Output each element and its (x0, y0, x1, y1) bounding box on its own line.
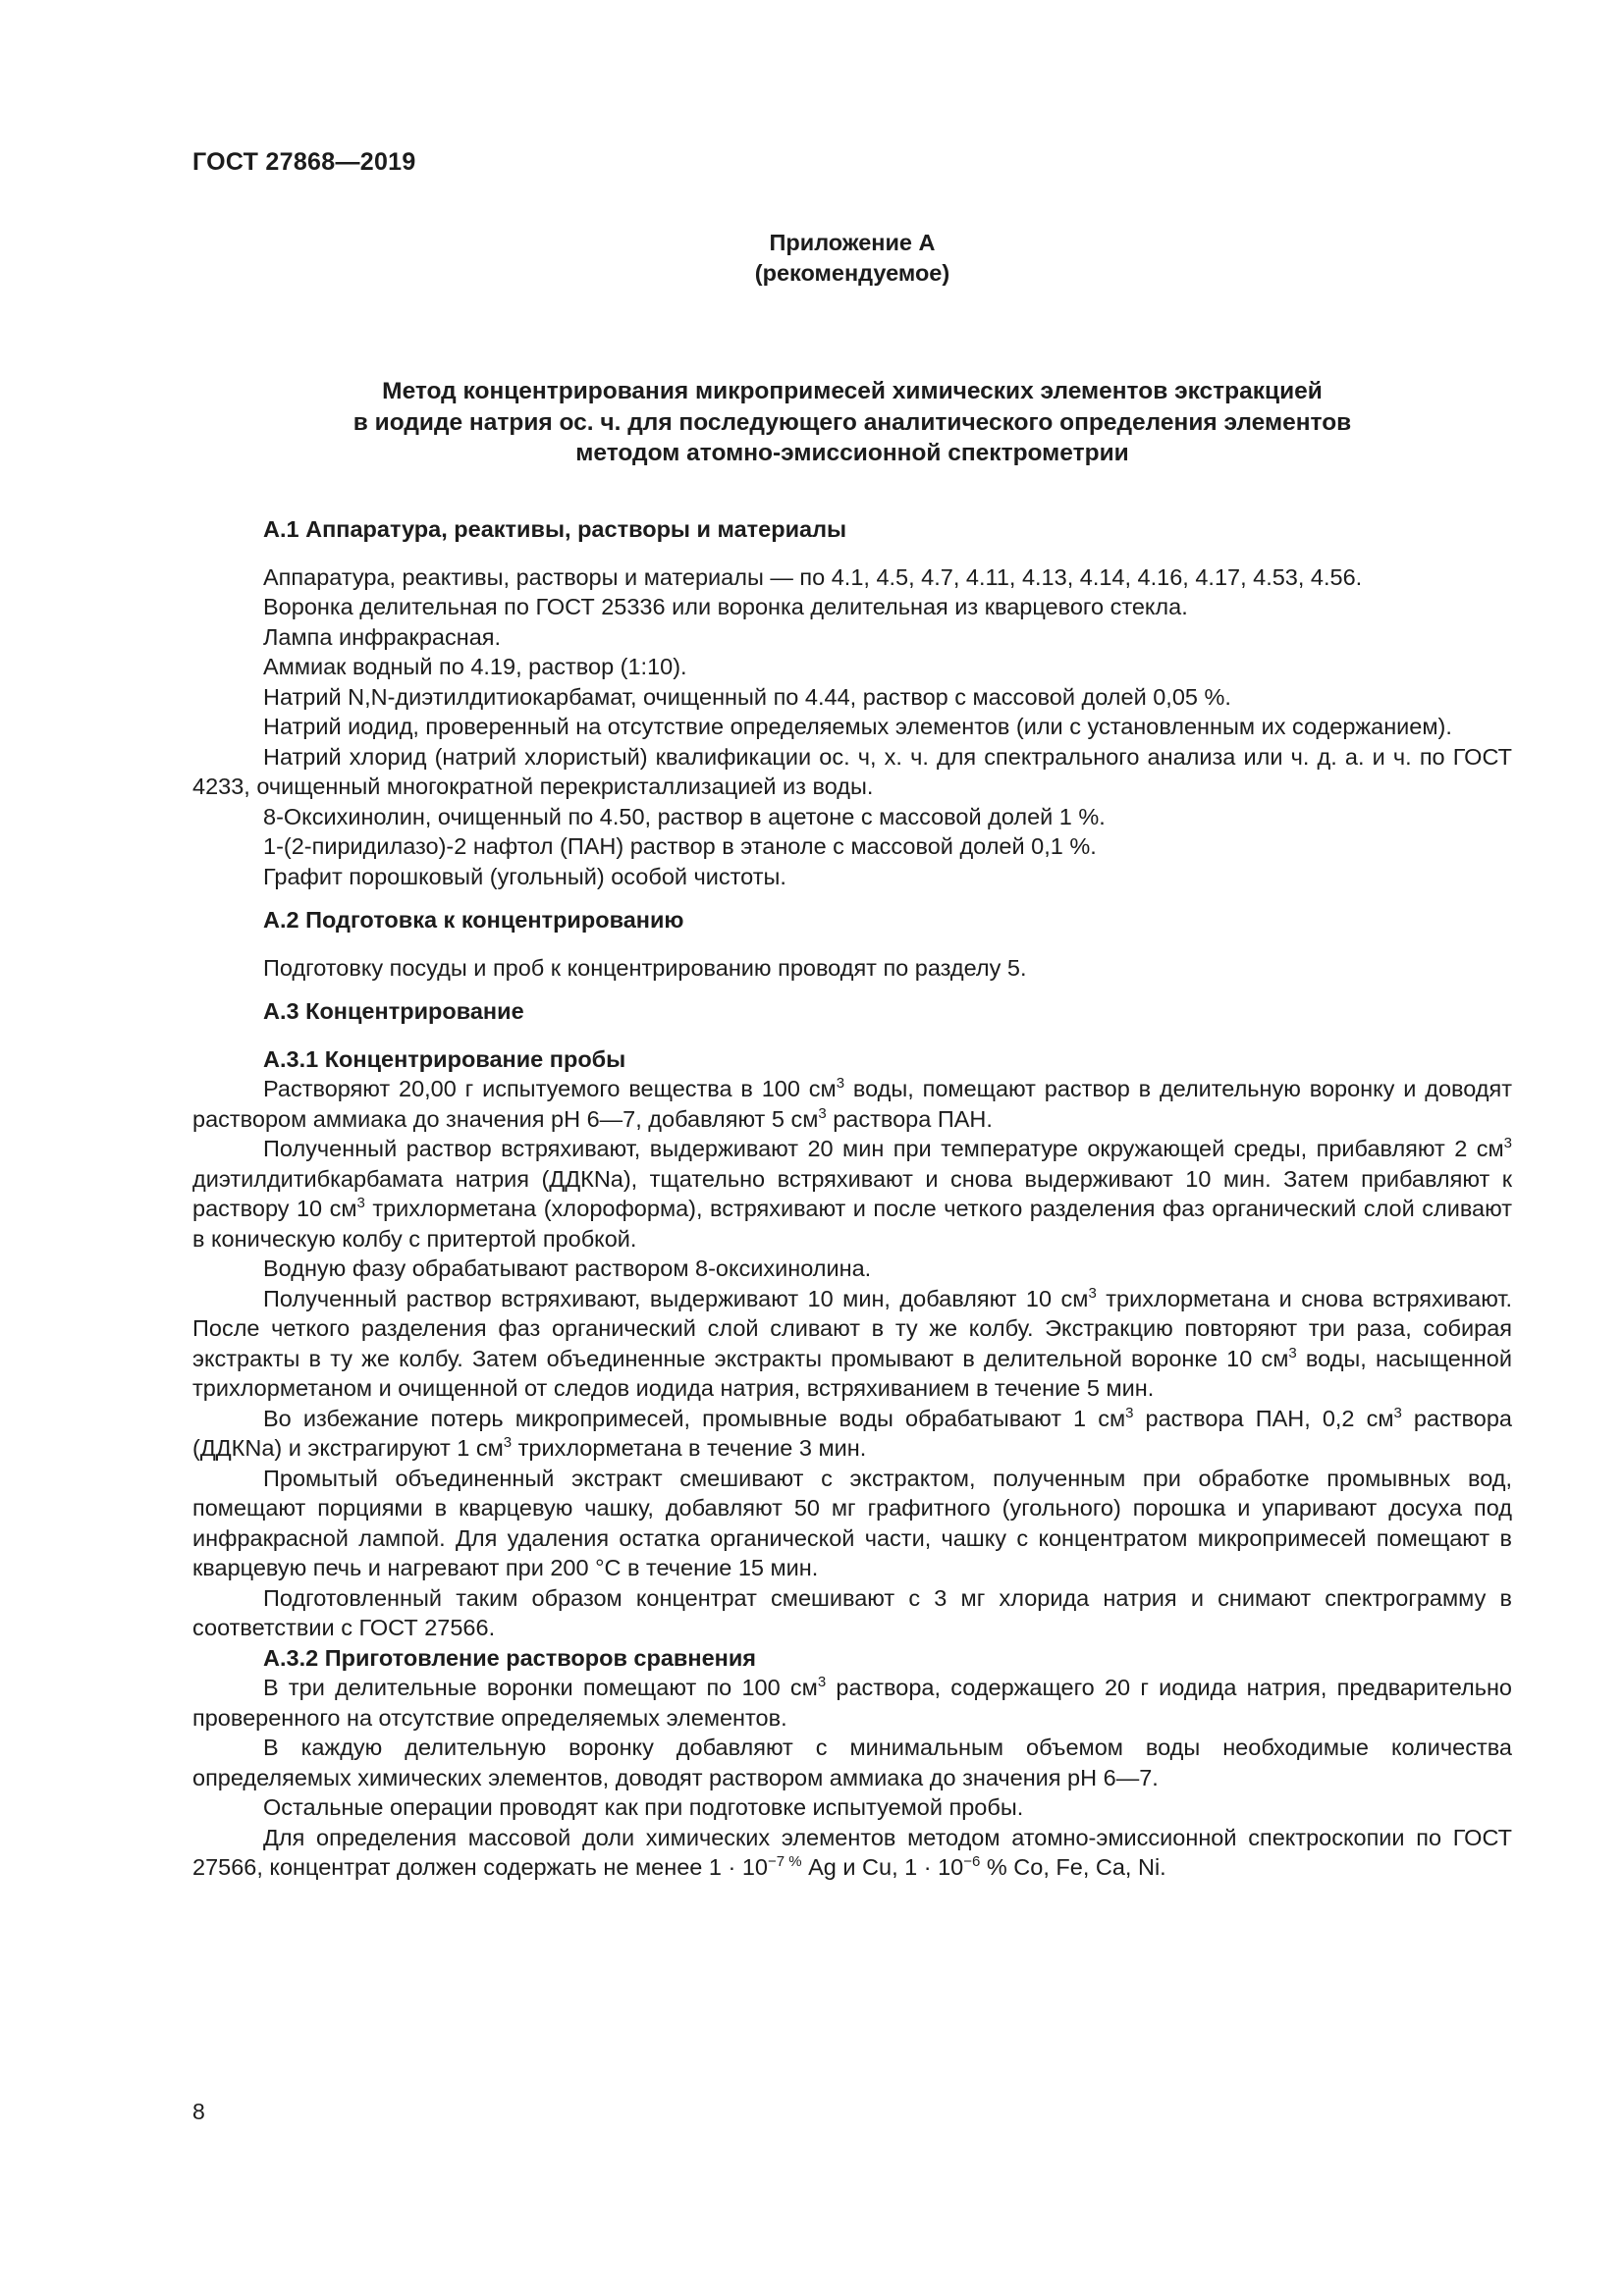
paragraph: Для определения массовой доли химических элементов методом атомно-эмиссионной спектроскопии по ГОСТ 27566, концентрат должен содержать не менее $1 \cdot 10^{-7 \%}$ Ag и Cu, $1 \cdot 10^{-6}$ % Co, Fe, Ca, Ni. (192, 1824, 1512, 1880)
paragraph: Остальные операции проводят как при подготовке испытуемой пробы. (263, 1794, 1024, 1820)
annex-label: Приложение А (769, 230, 936, 255)
text-line: Подготовку посуды и проб к концентрированию проводят по разделу 5. (263, 954, 1027, 981)
text-line: Аппаратура, реактивы, растворы и материалы — по 4.1, 4.5, 4.7, 4.11, 4.13, 4.14, 4.16, 4.17, 4.53, 4.56. (263, 563, 1363, 590)
paragraph: Растворяют 20,00 г испытуемого вещества в 100 $см^3$ воды, помещают раствор в делительную воронку и доводят раствором аммиака до значения рН 6—7, добавляют 5 $см^3$ раствора ПАН. (192, 1075, 1512, 1132)
paragraph: Во избежание потерь микропримесей, промывные воды обрабатывают 1 $см^3$ раствора ПАН, 0,2 $см^3$ раствора (ДДКNa) и экстрагируют 1 $см^3$ трихлорметана в течение 3 мин. (192, 1404, 1512, 1461)
paragraph: Водную фазу обрабатывают раствором 8-оксихинолина. (263, 1255, 872, 1281)
text-line: Аммиак водный по 4.19, раствор (1:10). (263, 654, 687, 679)
paragraph: В три делительные воронки помещают по 100 $см^3$ раствора, содержащего 20 г иодида натрия, предварительно проверенного на отсутствие определяемых элементов. (192, 1674, 1512, 1731)
annex-title-line: Метод концентрирования микропримесей химических элементов экстракцией (382, 378, 1323, 404)
paragraph: В каждую делительную воронку добавляют с минимальным объемом воды необходимые количества определяемых химических элементов, доводят раствором аммиака до значения рН 6—7. (192, 1735, 1512, 1790)
annex-heading (192, 228, 1512, 289)
text-line: Воронка делительная по ГОСТ 25336 или воронка делительная из кварцевого стекла. (263, 594, 1188, 619)
document-body (192, 514, 1512, 1883)
text-line: Графит порошковый (угольный) особой чистоты. (263, 863, 786, 889)
paragraph: Полученный раствор встряхивают, выдерживают 20 мин при температуре окружающей среды, прибавляют 2 $см^3$ диэтилдитибкарбамата натрия (ДДКNa), тщательно встряхивают и снова выдерживают 10 мин. Затем прибавляют к раствору 10 $см^3$ трихлорметана (хлороформа), встряхивают и после четкого разделения фаз органический слой сливают в коническую колбу с притертой пробкой. (192, 1135, 1512, 1252)
document-header: ГОСТ 27868—2019 (192, 148, 416, 176)
annex-title-line: в иодиде натрия ос. ч. для последующего аналитического определения элементов (352, 408, 1352, 436)
annex-title (192, 376, 1512, 469)
paragraph: Натрий хлорид (натрий хлористый) квалификации ос. ч, х. ч. для спектрального анализа или ч. д. а. и ч. по ГОСТ 4233, очищенный многократной перекристаллизацией из воды. (192, 743, 1512, 799)
annex-title-line: методом атомно-эмиссионной спектрометрии (575, 440, 1129, 466)
text-line: Лампа инфракрасная. (263, 623, 502, 650)
paragraph: Промытый объединенный экстракт смешивают с экстрактом, полученным при обработке промывных вод, помещают порциями в кварцевую чашку, добавляют 50 мг графитного (угольного) порошка и упаривают досуха под инфракрасной лампой. Для удаления остатка органической части, чашку с концентратом микропримесей помещают в кварцевую печь и нагревают при 200 °С в течение 15 мин. (192, 1465, 1512, 1580)
text-line: 1-(2-пиридилазо)-2 нафтол (ПАН) раствор в этаноле с массовой долей 0,1 %. (263, 833, 1097, 859)
subsection-heading-a31: А.3.1 Концентрирование пробы (263, 1045, 626, 1072)
text-line: Натрий иодид, проверенный на отсутствие определяемых элементов (или с установленным их содержанием). (263, 714, 1452, 739)
page-number: 8 (192, 2099, 205, 2124)
annex-status: (рекомендуемое) (754, 260, 950, 286)
section-heading-a3: А.3 Концентрирование (263, 998, 524, 1024)
section-heading-a1: А.1 Аппаратура, реактивы, растворы и материалы (263, 516, 847, 542)
section-heading-a2: А.2 Подготовка к концентрированию (263, 907, 684, 933)
text-line: 8-Оксихинолин, очищенный по 4.50, раствор в ацетоне с массовой долей 1 %. (263, 803, 1106, 829)
paragraph: Полученный раствор встряхивают, выдерживают 10 мин, добавляют 10 $см^3$ трихлорметана и снова встряхивают. После четкого разделения фаз органический слой сливают в ту же колбу. Экстракцию повторяют три раза, собирая экстракты в ту же колбу. Затем объединенные экстракты промывают в делительной воронке 10 $см^3$ воды, насыщенной трихлорметаном и очищенной от следов иодида натрия, встряхиванием в течение 5 мин. (192, 1284, 1512, 1401)
paragraph: Подготовленный таким образом концентрат смешивают с 3 мг хлорида натрия и снимают спектрограмму в соответствии с ГОСТ 27566. (192, 1584, 1512, 1640)
text-line: Натрий N,N-диэтилдитиокарбамат, очищенный по 4.44, раствор с массовой долей 0,05 %. (263, 683, 1231, 710)
subsection-heading-a32: А.3.2 Приготовление растворов сравнения (263, 1644, 756, 1671)
